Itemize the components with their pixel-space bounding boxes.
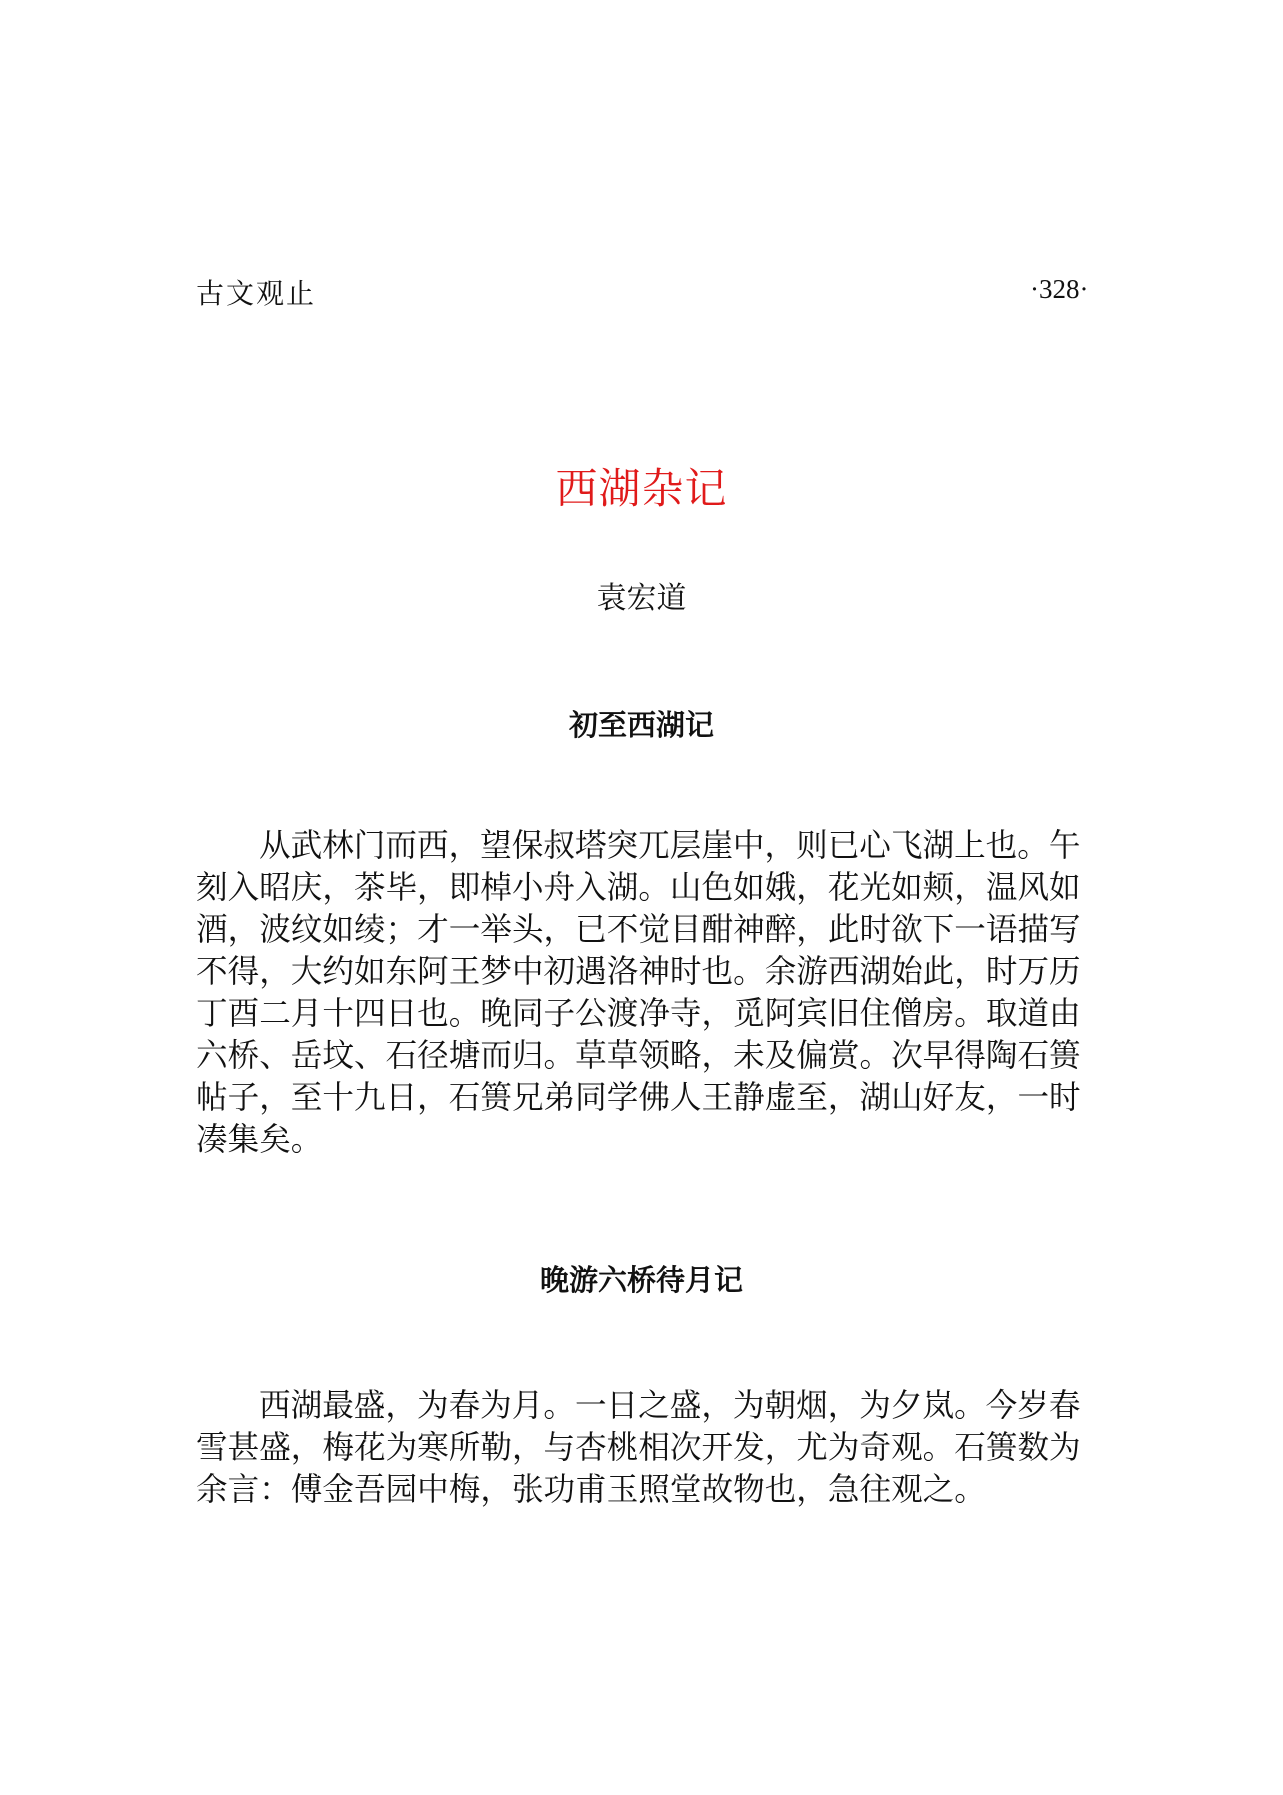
section-body-evening-tour: 西湖最盛，为春为月。一日之盛，为朝烟，为夕岚。今岁春雪甚盛，梅花为寒所勒，与杏桃相次开发，尤为奇观。石篑数为余言：傅金吾园中梅，张功甫玉照堂故物也，急往观之。 [196,1388,1081,1508]
section-body-first-visit: 从武林门而西，望保叔塔突兀层崖中，则已心飞湖上也。午刻入昭庆，茶毕，即棹小舟入湖。山色如娥，花光如颊，温风如酒，波纹如绫；才一举头，已不觉目酣神醉，此时欲下一语描写不得，大约如东阿王梦中初遇洛神时也。余游西湖始此，时万历丁酉二月十四日也。晚同子公渡净寺，觅阿宾旧住僧房。取道由六桥、岳坟、石径塘而归。草草领略，未及偏赏。次早得陶石篑帖子，至十九日，石篑兄弟同学佛人王静虚至，湖山好友，一时凑集矣。 [196,828,1081,1158]
article-author: 袁宏道 [596,581,687,616]
article-title: 西湖杂记 [555,464,728,513]
section-heading-first-visit: 初至西湖记 [568,708,714,742]
running-header-book-title: 古文观止 [196,277,317,310]
section-heading-evening-tour: 晚游六桥待月记 [539,1263,743,1297]
page-number: ·328· [1030,274,1089,304]
